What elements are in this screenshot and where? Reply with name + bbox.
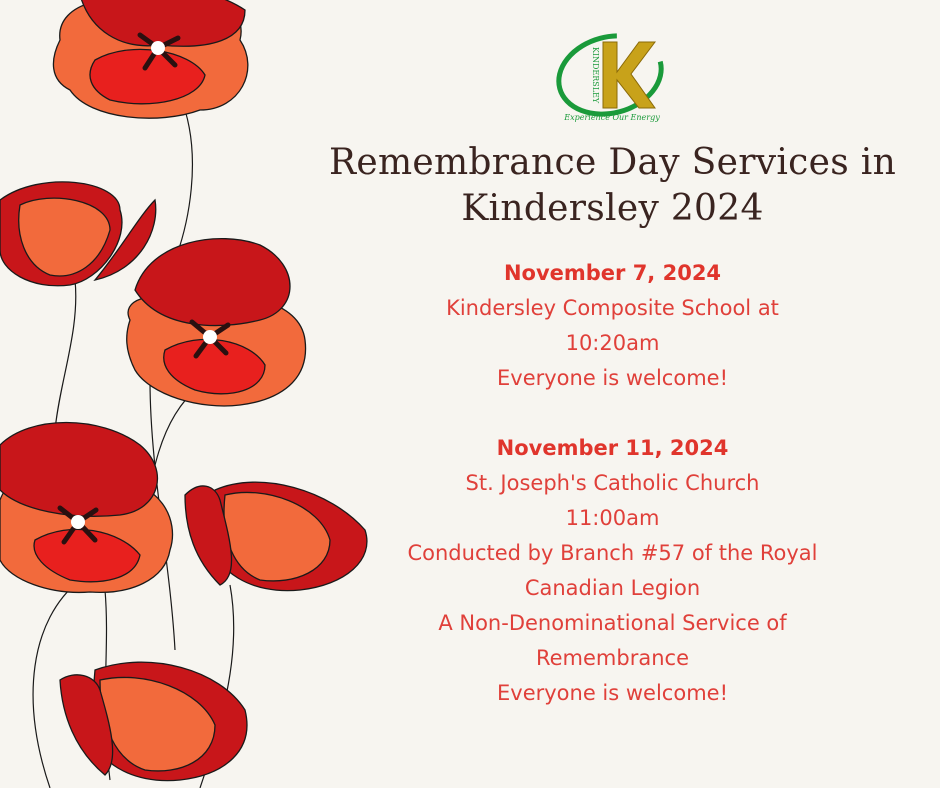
event-detail: Remembrance <box>535 646 689 670</box>
poppy-flower <box>0 423 173 593</box>
event-time: 11:00am <box>565 506 660 530</box>
logo-tagline: Experience Our Energy <box>564 113 660 122</box>
event-detail: Conducted by Branch #57 of the Royal <box>407 541 818 565</box>
kindersley-logo <box>555 30 670 125</box>
event-welcome: Everyone is welcome! <box>497 681 728 705</box>
event-date: November 11, 2024 <box>496 436 729 460</box>
title-line-2: Kindersley 2024 <box>461 188 764 229</box>
page-title <box>300 140 925 232</box>
poppy-bud <box>0 182 156 286</box>
poppy-illustration <box>0 0 380 788</box>
event-detail: Canadian Legion <box>524 576 701 600</box>
event-welcome: Everyone is welcome! <box>497 366 728 390</box>
title-line-1: Remembrance Day Services in <box>328 142 897 183</box>
poppy-flower <box>53 0 247 118</box>
event-location: St. Joseph's Catholic Church <box>465 471 760 495</box>
event-date: November 7, 2024 <box>503 261 722 285</box>
event-location: Kindersley Composite School at <box>446 296 779 320</box>
event-nov-7 <box>330 256 895 396</box>
event-detail: A Non-Denominational Service of <box>438 611 787 635</box>
poppy-bud <box>60 662 247 780</box>
poppy-flower <box>127 239 306 406</box>
event-time: 10:20am <box>565 331 660 355</box>
event-nov-11 <box>330 431 895 711</box>
logo-side-text: KINDERSLEY <box>591 46 600 104</box>
